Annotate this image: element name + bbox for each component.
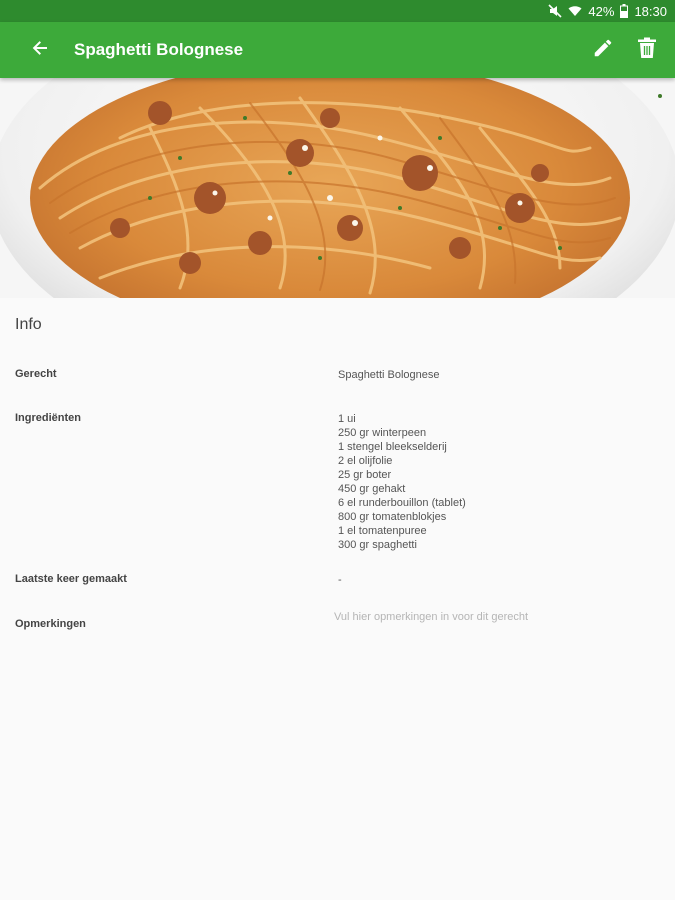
pencil-icon [592, 37, 614, 64]
remarks-input[interactable]: Vul hier opmerkingen in voor dit gerecht [334, 611, 529, 623]
last-made-label: Laatste keer gemaakt [15, 573, 127, 585]
back-button[interactable] [12, 22, 68, 78]
ingredients-label: Ingrediënten [15, 412, 82, 424]
list-item: 6 el runderbouillon (tablet) [338, 497, 466, 509]
delete-button[interactable] [625, 22, 669, 78]
dish-value: Spaghetti Bolognese [338, 369, 440, 381]
arrow-back-icon [32, 40, 48, 61]
dish-photo [0, 78, 675, 298]
list-item: 300 gr spaghetti [338, 539, 417, 551]
dish-label: Gerecht [15, 368, 57, 380]
remarks-label: Opmerkingen [15, 618, 86, 630]
wifi-icon [568, 5, 582, 17]
page-title: Spaghetti Bolognese [74, 40, 244, 59]
section-title: Info [15, 316, 42, 333]
last-made-value: - [338, 574, 342, 586]
list-item: 800 gr tomatenblokjes [338, 511, 447, 523]
list-item: 1 ui [338, 413, 356, 425]
battery-percentage: 42% [588, 3, 615, 19]
clock: 18:30 [634, 3, 667, 19]
list-item: 1 stengel bleekselderij [338, 441, 447, 453]
status-bar [0, 0, 675, 22]
ingredients-list [338, 412, 466, 552]
list-item: 250 gr winterpeen [338, 427, 427, 439]
list-item: 450 gr gehakt [338, 483, 406, 495]
edit-button[interactable] [581, 22, 625, 78]
list-item: 1 el tomatenpuree [338, 525, 427, 537]
app-bar [0, 22, 675, 78]
mute-icon [548, 4, 562, 18]
list-item: 2 el olijfolie [338, 455, 393, 467]
trash-icon [637, 37, 657, 64]
list-item: 25 gr boter [338, 469, 392, 481]
battery-icon [620, 4, 628, 18]
